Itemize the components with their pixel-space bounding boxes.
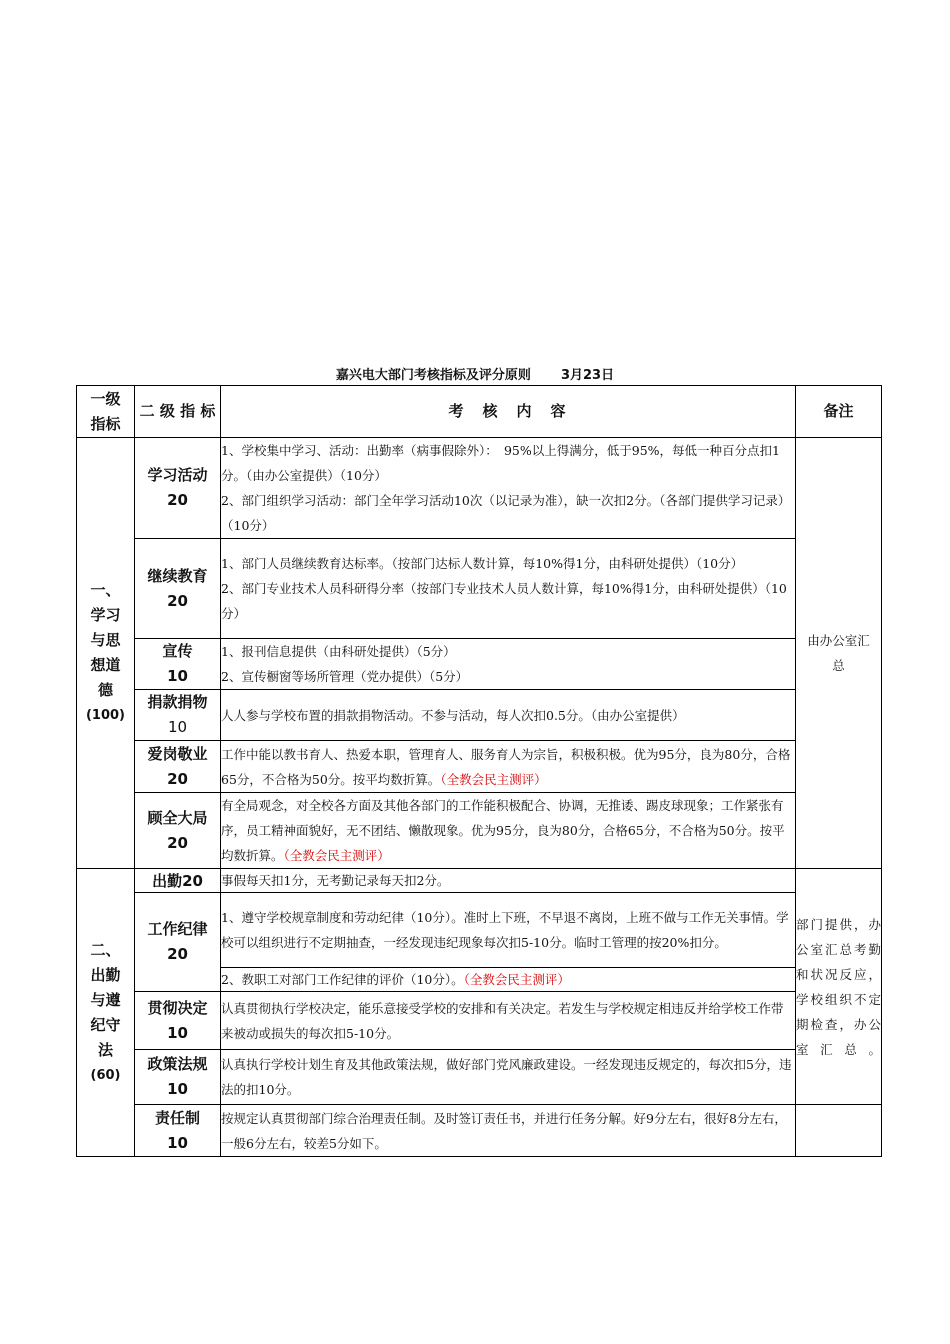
header-level1: 一级指标	[77, 386, 135, 438]
table-row	[77, 1050, 882, 1105]
item-content: 1、报刊信息提供（由科研处提供）（5分） 2、宣传橱窗等场所管理（党办提供）（5分）	[221, 639, 796, 690]
red-note: （全教会民主测评）	[440, 771, 547, 787]
header-row	[77, 386, 882, 438]
item-name: 顾全大局 20	[135, 793, 221, 869]
section2-note: 部门提供，办公室汇总考勤和状况反应，学校组织不定期检查，办公室汇总。	[796, 869, 882, 1105]
section2-points: (60)	[90, 1067, 121, 1083]
item-content: 认真贯彻执行学校决定，能乐意接受学校的安排和有关决定。若发生与学校规定相违反并给学校工作带来被动或损失的每次扣5-10分。	[221, 992, 796, 1050]
item-content: 有全局观念，对全校各方面及其他各部门的工作能积极配合、协调，无推诿、踢皮球现象；工作紧张有序，员工精神面貌好，无不团结、懒散现象。优为95分，良为80分，合格65分，不合格为50分。按平均数折算。（全教会民主测评）	[221, 793, 796, 869]
empty-note	[796, 1105, 882, 1157]
table-row	[77, 639, 882, 690]
document-title	[0, 364, 950, 383]
table-row	[77, 741, 882, 793]
item-content: 认真执行学校计划生育及其他政策法规，做好部门党风廉政建设。一经发现违反规定的，每次扣5分，违法的扣10分。	[221, 1050, 796, 1105]
item-name: 政策法规 10	[135, 1050, 221, 1105]
table-row	[77, 438, 882, 539]
item-name: 学习活动 20	[135, 438, 221, 539]
item-content: 事假每天扣1分，无考勤记录每天扣2分。	[221, 869, 796, 893]
table-row	[77, 992, 882, 1050]
section2-name: 二、出勤与遵纪守法	[90, 940, 121, 1059]
item-content: 2、教职工对部门工作纪律的评价（10分）。（全教会民主测评）	[221, 968, 796, 992]
header-level2: 二 级 指 标	[135, 386, 221, 438]
section1-name: 一、学习与思想道德	[90, 581, 121, 699]
item-name: 宣传 10	[135, 639, 221, 690]
header-content: 考 核 内 容	[221, 386, 796, 438]
item-name: 责任制 10	[135, 1105, 221, 1157]
table-row	[77, 539, 882, 639]
section1-level1	[77, 438, 135, 869]
item-content: 1、遵守学校规章制度和劳动纪律（10分）。准时上下班，不早退不离岗，上班不做与工作无关事情。学校可以组织进行不定期抽查，一经发现违纪现象每次扣5-10分。临时工管理的按20%扣分。	[221, 893, 796, 968]
item-name: 爱岗敬业 20	[135, 741, 221, 793]
item-content: 人人参与学校布置的捐款捐物活动。不参与活动，每人次扣0.5分。（由办公室提供）	[221, 690, 796, 741]
section1-note: 由办公室汇总	[796, 438, 882, 869]
table-row	[77, 793, 882, 869]
table-row	[77, 1105, 882, 1157]
table-row	[77, 869, 882, 893]
item-content: 1、部门人员继续教育达标率。（按部门达标人数计算，每10%得1分，由科研处提供）（10分） 2、部门专业技术人员科研得分率（按部门专业技术人员人数计算，每10%得1分，由科研处提供）（10分）	[221, 539, 796, 639]
section1-points: (100)	[85, 708, 126, 723]
title-text: 嘉兴电大部门考核指标及评分原则	[335, 368, 531, 383]
item-content: 1、学校集中学习、活动：出勤率（病事假除外）： 95%以上得满分，低于95%，每低一种百分点扣1分。（由办公室提供）（10分） 2、部门组织学习活动：部门全年学习活动10次（以记录为准），缺一次扣2分。（各部门提供学习记录）（10分）	[221, 438, 796, 539]
assessment-table	[76, 385, 882, 1157]
red-note: （全教会民主测评）	[283, 848, 390, 863]
table-row	[77, 893, 882, 968]
item-name: 工作纪律 20	[135, 893, 221, 992]
item-name: 出勤20	[135, 869, 221, 893]
item-name: 贯彻决定 10	[135, 992, 221, 1050]
table-row	[77, 690, 882, 741]
section2-level1	[77, 869, 135, 1157]
item-content: 工作中能以教书育人、热爱本职，管理育人、服务育人为宗旨，积极积极。优为95分，良为80分，合格65分，不合格为50分。按平均数折算。（全教会民主测评）	[221, 741, 796, 793]
red-note: （全教会民主测评）	[463, 971, 570, 987]
header-note: 备注	[796, 386, 882, 438]
title-date: 3月23日	[560, 368, 615, 383]
item-name: 捐款捐物 10	[135, 690, 221, 741]
item-name: 继续教育 20	[135, 539, 221, 639]
item-content: 按规定认真贯彻部门综合治理责任制。及时签订责任书，并进行任务分解。好9分左右，很好8分左右，一般6分左右，较差5分如下。	[221, 1105, 796, 1157]
